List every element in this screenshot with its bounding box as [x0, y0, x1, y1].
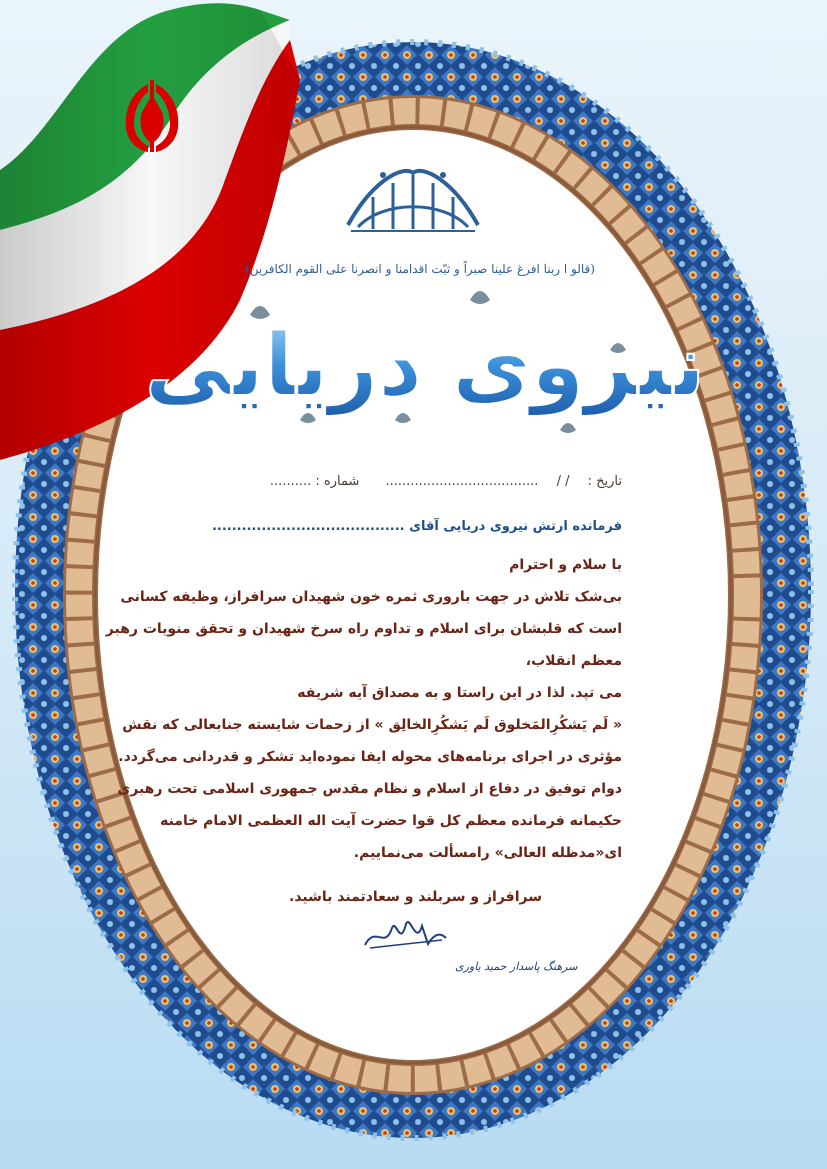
body-line-4: معظم انقلاب، — [525, 653, 622, 669]
date-dots: ..................................... — [385, 474, 539, 489]
body-line-9: حکیمانه فرمانده معظم کل قوا حضرت آیت اله العظمی الامام خامنه — [160, 813, 622, 829]
body-line-3: است که قلبشان برای اسلام و تداوم راه سرخ شهیدان و تحقق منویات رهبر — [105, 621, 622, 637]
meta-line — [270, 474, 622, 489]
body-line-2: بی‌شک تلاش در جهت باروری ثمره خون شهیدان سرافراز، وظیفه کسانی — [120, 589, 622, 605]
signature-name: سرهنگ پاسدار حمید یاوری — [455, 960, 578, 973]
quran-verse: (قالو ا ربنا افرغ علینا صبراً و ثبّت اقدامنا و انصرنا علی القوم الکافرین) — [245, 262, 595, 276]
closing-line: سرافراز و سربلند و سعادتمند باشید. — [289, 889, 542, 905]
number-value: .......... — [269, 474, 312, 489]
body-line-8: دوام توفیق در دفاع از اسلام و نظام مقدس جمهوری اسلامی تحت رهبری — [117, 781, 622, 797]
body-line-10: ای«مدظله العالی» رامسألت می‌نماییم. — [353, 845, 622, 861]
body-line-6: « لَم یَشکُرِالمَخلوق لَم یَشکُرِالخالِق » از زحمات شایسته جنابعالی که نقش — [122, 717, 622, 733]
body-line-7: مؤثری در اجرای برنامه‌های محوله ایفا نموده‌اید تشکر و قدردانی می‌گردد. — [118, 749, 622, 765]
title-calligraphy — [144, 290, 706, 440]
date-value: / / — [556, 474, 570, 489]
signature — [330, 910, 578, 980]
addressee-line: فرمانده ارتش نیروی دریایی آقای ....................................... — [211, 519, 622, 534]
number-label: شماره : — [315, 474, 360, 489]
greeting: با سلام و احترام — [509, 557, 622, 573]
page-title: نیروی دریایی — [144, 316, 706, 416]
body-line-5: می تپد. لذا در این راستا و به مصداق آیه شریفه — [297, 685, 622, 701]
date-label: تاریخ : — [587, 474, 622, 489]
